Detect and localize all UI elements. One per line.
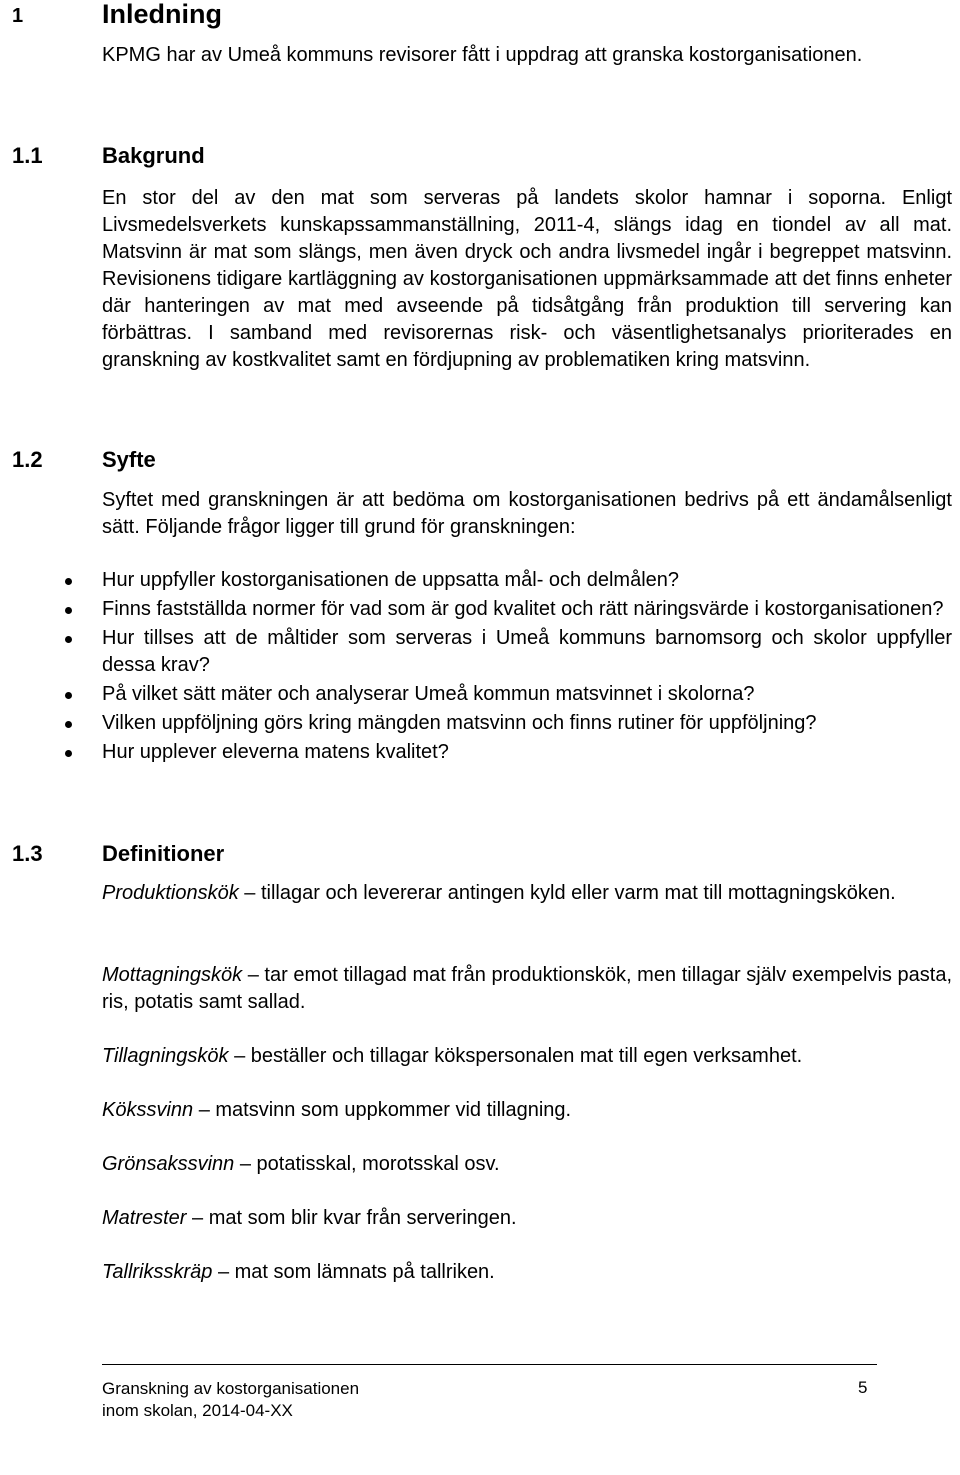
footer <box>102 1378 359 1422</box>
section-title: Inledning <box>102 0 222 29</box>
bullet-icon <box>65 636 72 643</box>
purpose-paragraph: Syftet med granskningen är att bedöma om kostorganisationen bedrivs på ett ändamålsenligt sätt. Följande frågor ligger till grund för granskningen: <box>102 489 952 538</box>
section-number: 1.2 <box>12 447 43 472</box>
bullet-icon <box>65 578 72 585</box>
intro-paragraph: KPMG har av Umeå kommuns revisorer fått i uppdrag att granska kostorganisationen. <box>102 44 863 66</box>
background-paragraph: En stor del av den mat som serveras på landets skolor hamnar i soporna. Enligt Livsmedelsverkets kunskapssammanställning, 2011-4, slängs idag en tiondel av all mat. Matsvinn är mat som slängs, men även dryck och andra livsmedel ingår i begreppet matsvinn. Revisionens tidigare kartläggning av kostorganisationen uppmärksammade att det finns enheter där hanteringen av mat med avseende på tidsåtgång från produktion till servering kan förbättras. I samband med revisorernas risk- och väsentlighetsanalys prioriterades en granskning av kostkvalitet samt en fördjupning av problematiken kring matsvinn. <box>102 187 952 371</box>
page-number: 5 <box>858 1378 868 1397</box>
definition-item: Tallriksskräp – mat som lämnats på tallriken. <box>102 1261 495 1283</box>
footer-subtitle: inom skolan, 2014-04-XX <box>102 1401 293 1420</box>
list-item: Hur tillses att de måltider som serveras i Umeå kommuns barnomsorg och skolor uppfyller dessa krav? <box>0 625 952 679</box>
section-title: Syfte <box>102 447 156 472</box>
bullet-icon <box>65 721 72 728</box>
section-number: 1.1 <box>12 143 43 168</box>
definition-item: Produktionskök – tillagar och levererar antingen kyld eller varm mat till mottagningsköken. <box>102 882 896 904</box>
question-list <box>0 567 960 768</box>
section-title: Definitioner <box>102 841 225 866</box>
list-item: På vilket sätt mäter och analyserar Umeå kommun matsvinnet i skolorna? <box>0 681 952 708</box>
section-title: Bakgrund <box>102 143 205 168</box>
bullet-icon <box>65 607 72 614</box>
definition-item: Matrester – mat som blir kvar från serveringen. <box>102 1207 517 1229</box>
list-item: Hur uppfyller kostorganisationen de uppsatta mål- och delmålen? <box>0 567 952 594</box>
definition-item: Grönsakssvinn – potatisskal, morotsskal osv. <box>102 1153 500 1175</box>
definition-item: Mottagningskök – tar emot tillagad mat från produktionskök, men tillagar själv exempelvis pasta, ris, potatis samt sallad. <box>102 964 952 1013</box>
definition-item: Kökssvinn – matsvinn som uppkommer vid tillagning. <box>102 1099 572 1121</box>
footer-divider <box>102 1364 877 1365</box>
bullet-icon <box>65 750 72 757</box>
section-number: 1.3 <box>12 841 43 866</box>
list-item: Finns fastställda normer för vad som är god kvalitet och rätt näringsvärde i kostorganisationen? <box>0 596 952 623</box>
footer-title: Granskning av kostorganisationen <box>102 1379 360 1398</box>
list-item: Hur upplever eleverna matens kvalitet? <box>0 739 952 766</box>
definition-item: Tillagningskök – beställer och tillagar kökspersonalen mat till egen verksamhet. <box>102 1045 803 1067</box>
bullet-icon <box>65 692 72 699</box>
section-number: 1 <box>12 5 24 27</box>
list-item: Vilken uppföljning görs kring mängden matsvinn och finns rutiner för uppföljning? <box>0 710 952 737</box>
